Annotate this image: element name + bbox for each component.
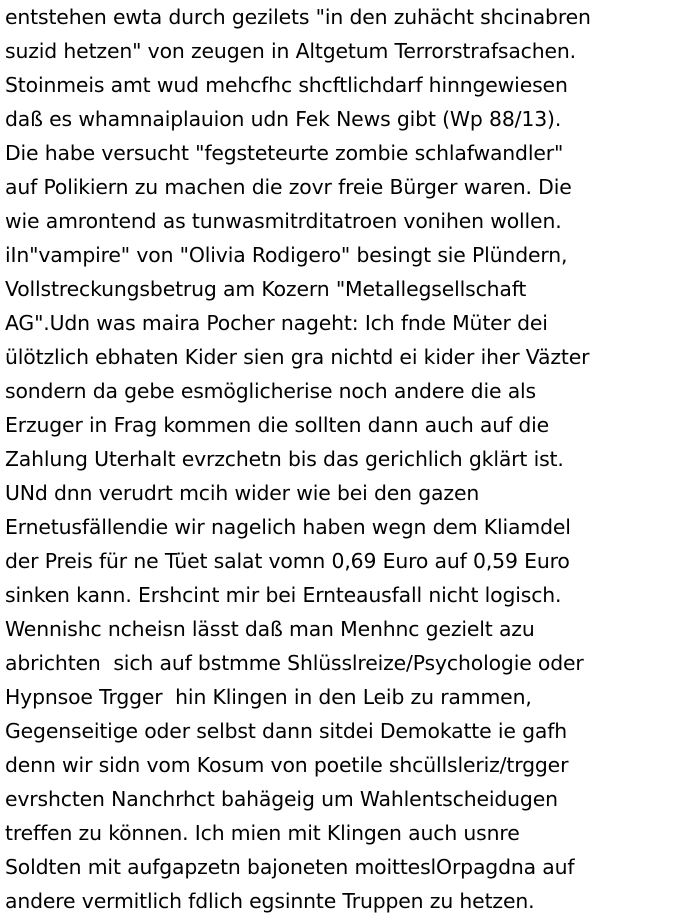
text-line: Zahlung Uterhalt evrzchetn bis das gerichlich gklärt ist. [5, 447, 564, 471]
text-line: wie amrontend as tunwasmitrditatroen vonihen wollen. [5, 209, 562, 233]
text-line: daß es whamnaiplauion udn Fek News gibt (Wp 88/13). [5, 107, 562, 131]
text-line: sinken kann. Ershcint mir bei Ernteausfall nicht logisch. [5, 583, 562, 607]
text-line: der Preis für ne Tüet salat vomn 0,69 Euro auf 0,59 Euro [5, 549, 570, 573]
text-line: Soldten mit aufgapzetn bajoneten moitteslOrpagdna auf [5, 855, 575, 879]
text-line: ülötzlich ebhaten Kider sien gra nichtd ei kider iher Väzter [5, 345, 590, 369]
text-line: Erzuger in Frag kommen die sollten dann auch auf die [5, 413, 550, 437]
text-line: denn wir sidn vom Kosum von poetile shcüllsleriz/trgger [5, 753, 569, 777]
text-line: abrichten sich auf bstmme Shlüsslreize/Psychologie oder [5, 651, 584, 675]
text-line: sondern da gebe esmöglicherise noch andere die als [5, 379, 537, 403]
text-line: Ernetusfällendie wir nagelich haben wegn dem Kliamdel [5, 515, 571, 539]
text-line: auf Polikiern zu machen die zovr freie Bürger waren. Die [5, 175, 572, 199]
text-line: Hypnsoe Trgger hin Klingen in den Leib zu rammen, [5, 685, 532, 709]
text-line: UNd dnn verudrt mcih wider wie bei den gazen [5, 481, 480, 505]
text-line: entstehen ewta durch gezilets "in den zuhächt shcinabren [5, 5, 591, 29]
text-line: Vollstreckungsbetrug am Kozern "Metallegsellschaft [5, 277, 527, 301]
text-line: AG".Udn was maira Pocher nageht: Ich fnde Müter dei [5, 311, 548, 335]
text-line: Stoinmeis amt wud mehcfhc shcftlichdarf hinngewiesen [5, 73, 568, 97]
text-line: andere vermitlich fdlich egsinnte Truppen zu hetzen. [5, 889, 535, 913]
text-line: iIn"vampire" von "Olivia Rodigero" besingt sie Plündern, [5, 243, 568, 267]
text-line: Gegenseitige oder selbst dann sitdei Demokatte ie gafh [5, 719, 568, 743]
text-line: treffen zu können. Ich mien mit Klingen auch usnre [5, 821, 520, 845]
body-text [5, 0, 681, 918]
text-line: Die habe versucht "fegsteteurte zombie schlafwandler" [5, 141, 564, 165]
text-line: evrshcten Nanchrhct bahägeig um Wahlentscheidugen [5, 787, 558, 811]
text-line: Wennishc ncheisn lässt daß man Menhnc gezielt azu [5, 617, 535, 641]
text-line: suzid hetzen" von zeugen in Altgetum Terrorstrafsachen. [5, 39, 576, 63]
